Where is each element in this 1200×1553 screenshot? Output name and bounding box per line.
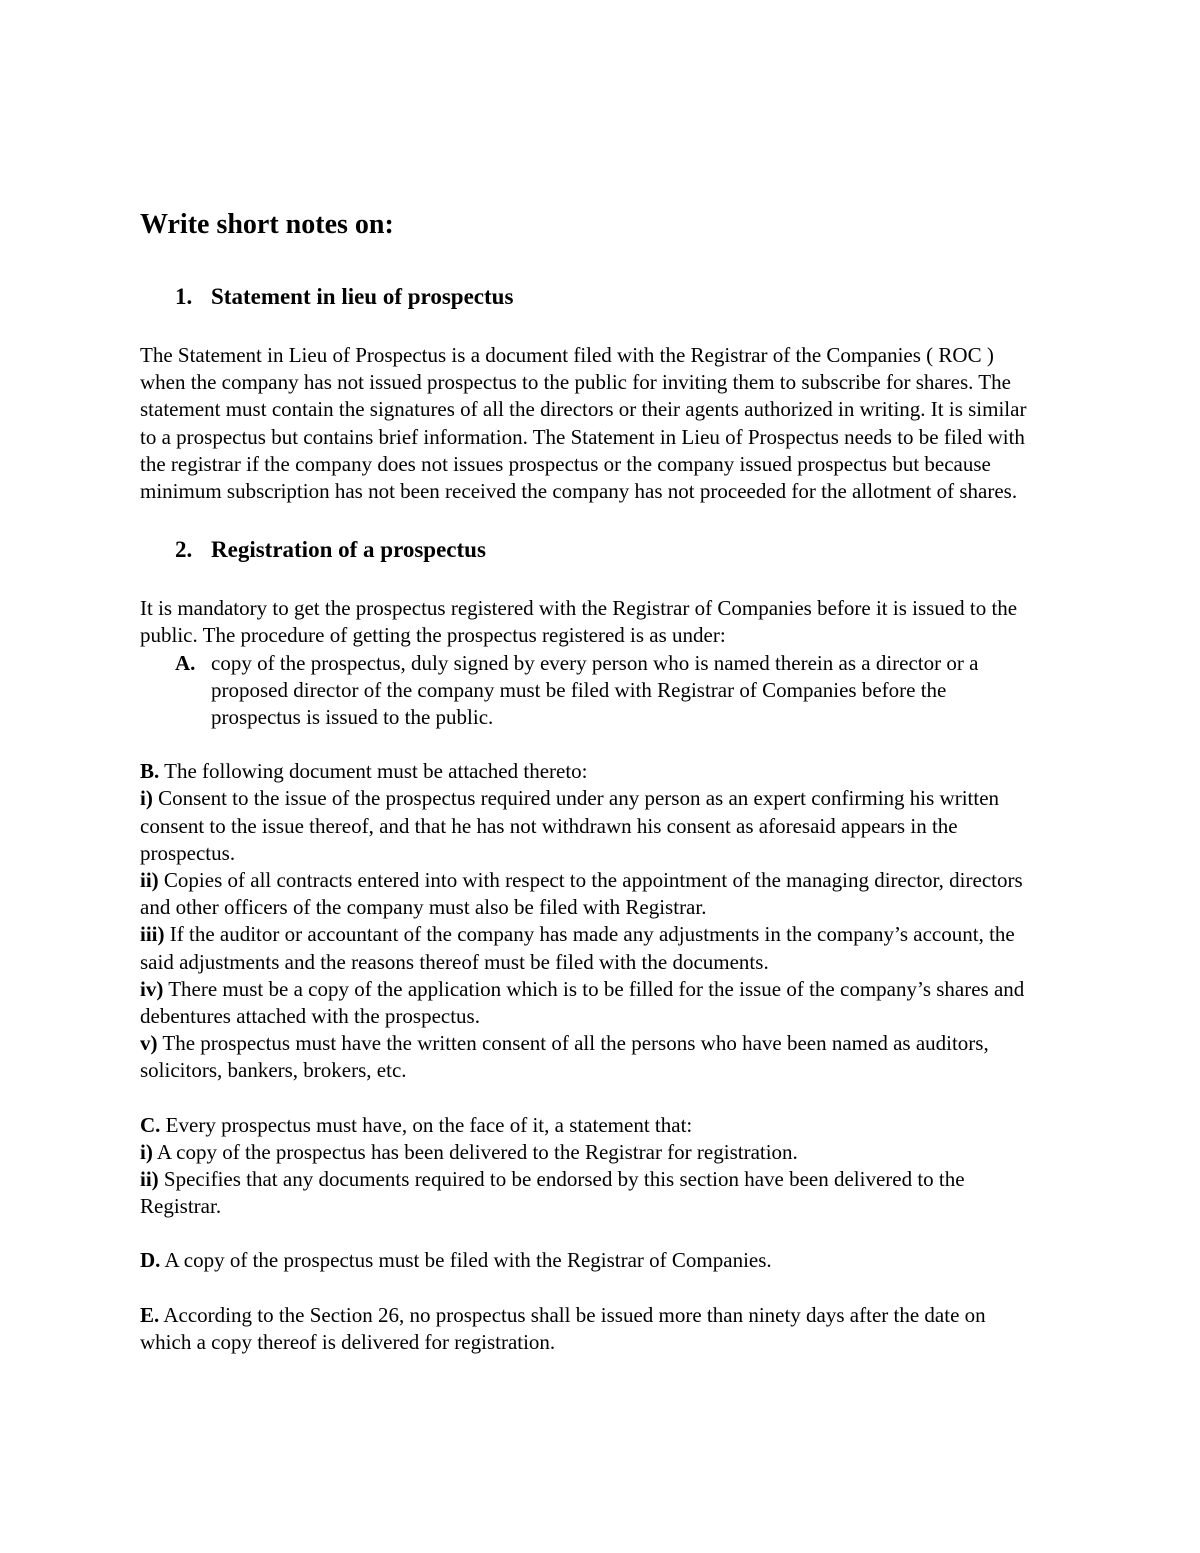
- list-subitem: [140, 1139, 1040, 1166]
- page-title: Write short notes on:: [140, 209, 394, 240]
- subitem-text: The prospectus must have the written consent of all the persons who have been named as auditors, solicitors, bankers, brokers, etc.: [140, 1031, 989, 1083]
- subitem-marker: v): [140, 1031, 158, 1056]
- list-subitem: [140, 785, 1040, 867]
- list-text-c: Every prospectus must have, on the face of it, a statement that:: [160, 1112, 693, 1137]
- subitem-text: There must be a copy of the application which is to be filled for the issue of the company’s shares and debentures attached with the prospectus.: [140, 976, 1025, 1029]
- list-item-c: [140, 1112, 1040, 1139]
- section-title-1: Statement in lieu of prospectus: [211, 284, 514, 309]
- section-1-body: The Statement in Lieu of Prospectus is a document filed with the Registrar of the Companies ( ROC ) when the company has not issued prospectus to the public for inviting them to subscribe for shares. The statement must contain the signatures of all the directors or their agents authorized in writing. It is similar to a prospectus but contains brief information. The Statement in Lieu of Prospectus needs to be filed with the registrar if the company does not issues prospectus or the company issued prospectus but because minimum subscription has not been received the company has not proceeded for the allotment of shares.: [140, 343, 1027, 504]
- subitem-marker: iii): [140, 922, 165, 947]
- subitem-text: Specifies that any documents required to be endorsed by this section have been delivered to the Registrar.: [140, 1167, 965, 1219]
- list-text-e: According to the Section 26, no prospectus shall be issued more than ninety days after the date on which a copy thereof is delivered for registration.: [140, 1302, 986, 1354]
- list-subitem: [140, 1030, 1040, 1084]
- list-text-a: copy of the prospectus, duly signed by every person who is named therein as a director or a proposed director of the company must be filed with Registrar of Companies before the prospectus is issued to the public.: [211, 650, 979, 730]
- list-subitem: [140, 976, 1040, 1030]
- subitem-marker: i): [140, 786, 153, 811]
- section-heading-1: [140, 282, 1040, 312]
- subitem-marker: ii): [140, 868, 159, 893]
- subitem-marker: i): [140, 1139, 153, 1164]
- section-number-1: 1.: [175, 284, 193, 309]
- list-subitem: [140, 867, 1040, 921]
- list-text-d: A copy of the prospectus must be filed with the Registrar of Companies.: [160, 1248, 772, 1273]
- list-marker-e: E.: [140, 1302, 160, 1327]
- list-marker-b: B.: [140, 759, 160, 784]
- section-2-intro: It is mandatory to get the prospectus registered with the Registrar of Companies before it is issued to the public. The procedure of getting the prospectus registered is as under:: [140, 596, 1018, 648]
- subitem-text: A copy of the prospectus has been delivered to the Registrar for registration.: [152, 1139, 798, 1164]
- list-marker-c: C.: [140, 1112, 161, 1137]
- list-item-d: [140, 1247, 1040, 1274]
- document-page: [140, 205, 1040, 1356]
- section-title-2: Registration of a prospectus: [211, 537, 486, 563]
- list-text-b: The following document must be attached thereto:: [159, 759, 588, 784]
- list-item-e: [140, 1302, 1040, 1356]
- subitem-marker: iv): [140, 976, 164, 1001]
- subitem-text: If the auditor or accountant of the company has made any adjustments in the company’s account, the said adjustments and the reasons thereof must be filed with the documents.: [140, 922, 1015, 974]
- list-marker-a: A.: [175, 650, 196, 675]
- list-item-a: [140, 650, 1040, 732]
- list-subitem: [140, 1166, 1040, 1220]
- subitem-text: Copies of all contracts entered into with respect to the appointment of the managing director, directors and other officers of the company must also be filed with Registrar.: [140, 868, 1023, 920]
- section-heading-2: [140, 535, 1040, 565]
- subitem-text: Consent to the issue of the prospectus required under any person as an expert confirming his written consent to the issue thereof, and that he has not withdrawn his consent as aforesaid appears in the prospectus.: [140, 786, 1000, 865]
- section-number-2: 2.: [175, 537, 193, 563]
- subitem-marker: ii): [140, 1167, 159, 1192]
- list-item-b: [140, 758, 1040, 785]
- list-subitem: [140, 921, 1040, 975]
- list-marker-d: D.: [140, 1248, 161, 1273]
